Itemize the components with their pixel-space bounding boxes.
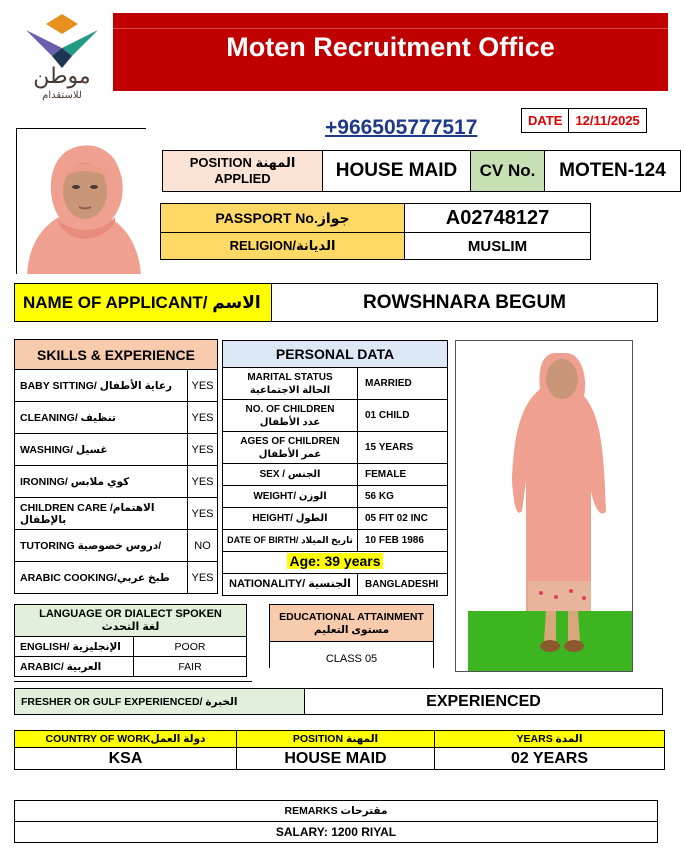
column-header-country: COUNTRY OF WORKدولة العمل xyxy=(15,731,237,748)
weight-value: 56 KG xyxy=(358,486,448,508)
education-value: CLASS 05 xyxy=(325,653,378,665)
skill-value: YES xyxy=(188,434,218,466)
position-value: HOUSE MAID xyxy=(323,151,471,192)
personal-row xyxy=(223,530,448,552)
skill-label: CHILDREN CARE /الاهتمام بالإطفال xyxy=(15,498,188,530)
religion-value: MUSLIM xyxy=(405,233,591,260)
applicant-name-label: NAME OF APPLICANT/ الاسم xyxy=(15,284,272,322)
applicant-name-value: ROWSHNARA BEGUM xyxy=(272,284,658,322)
skill-value: YES xyxy=(188,498,218,530)
skill-value: YES xyxy=(188,402,218,434)
sex-value: FEMALE xyxy=(358,464,448,486)
portrait-photo xyxy=(16,128,146,274)
experience-label: FRESHER OR GULF EXPERIENCED/ الخبرة xyxy=(15,689,305,715)
personal-data-table xyxy=(222,340,448,596)
work-country: KSA xyxy=(15,748,237,770)
age-row xyxy=(223,552,448,574)
full-body-photo xyxy=(455,340,633,672)
language-row xyxy=(15,657,247,677)
language-table xyxy=(14,604,247,677)
skill-label: WASHING/ غسيل xyxy=(15,434,188,466)
personal-row xyxy=(223,508,448,530)
personal-row xyxy=(223,574,448,596)
passport-value: A02748127 xyxy=(405,204,591,233)
column-header-position: POSITION المهنة xyxy=(237,731,435,748)
language-level: POOR xyxy=(134,637,247,657)
age-badge: Age: 39 years xyxy=(289,553,381,569)
skill-value: YES xyxy=(188,562,218,594)
children-count-value: 01 CHILD xyxy=(358,400,448,432)
cv-number-value: MOTEN-124 xyxy=(545,151,681,192)
personal-row xyxy=(223,400,448,432)
logo-arabic-subtitle: للاستقدام xyxy=(42,90,82,101)
skill-value: YES xyxy=(188,370,218,402)
passport-table xyxy=(160,203,591,260)
language-row xyxy=(15,637,247,657)
work-history-table xyxy=(14,730,665,770)
experience-value: EXPERIENCED xyxy=(305,689,663,715)
divider xyxy=(14,681,252,682)
skill-label: BABY SITTING/ رعاية الأطفال xyxy=(15,370,188,402)
full-body-image-icon xyxy=(456,341,633,672)
remarks-value: SALARY: 1200 RIYAL xyxy=(15,822,658,843)
nationality-label: NATIONALITY/ الجنسية xyxy=(223,574,358,596)
sex-label: SEX / الجنس xyxy=(223,464,358,486)
skills-table xyxy=(14,339,218,594)
date-value: 12/11/2025 xyxy=(569,109,646,133)
marital-status-value: MARRIED xyxy=(358,368,448,400)
dob-value: 10 FEB 1986 xyxy=(358,530,448,552)
personal-row xyxy=(223,368,448,400)
position-label: POSITION المهنة APPLIED xyxy=(163,151,323,192)
skill-row xyxy=(15,370,218,402)
education-box xyxy=(269,604,434,668)
logo-arabic-name: موطن xyxy=(33,64,91,89)
height-value: 05 FIT 02 INC xyxy=(358,508,448,530)
skill-label: ARABIC COOKING/طبخ عربي xyxy=(15,562,188,594)
nationality-value: BANGLADESHI xyxy=(358,574,448,596)
height-label: HEIGHT/ الطول xyxy=(223,508,358,530)
marital-status-label: MARITAL STATUS الحالة الاجتماعية xyxy=(223,368,358,400)
children-count-label: NO. OF CHILDREN عدد الأطفال xyxy=(223,400,358,432)
weight-label: WEIGHT/ الوزن xyxy=(223,486,358,508)
remarks-table xyxy=(14,800,658,843)
phone-link[interactable]: +966505777517 xyxy=(325,116,478,139)
skill-label: IRONING/ كوي ملابس xyxy=(15,466,188,498)
religion-label: RELIGION/الديانة xyxy=(161,233,405,260)
skill-row xyxy=(15,562,218,594)
work-position: HOUSE MAID xyxy=(237,748,435,770)
skill-row xyxy=(15,434,218,466)
skill-label: CLEANING/ تنظيف xyxy=(15,402,188,434)
personal-row xyxy=(223,486,448,508)
skill-row xyxy=(15,530,218,562)
skill-label: TUTORING دروس خصوصية/ xyxy=(15,530,188,562)
language-label: ENGLISH/ الإنجليزية xyxy=(15,637,134,657)
skill-value: YES xyxy=(188,466,218,498)
logo-icon xyxy=(22,12,102,68)
language-label: ARABIC/ العربية xyxy=(15,657,134,677)
skill-row xyxy=(15,466,218,498)
table-row xyxy=(15,748,665,770)
language-title: LANGUAGE OR DIALECT SPOKEN لغة التحدث xyxy=(15,605,247,637)
passport-label: PASSPORT No.جواز xyxy=(161,204,405,233)
date-box xyxy=(521,108,647,133)
applicant-name-table xyxy=(14,283,658,322)
portrait-image-icon xyxy=(17,129,146,274)
header-divider xyxy=(113,28,668,29)
children-ages-value: 15 YEARS xyxy=(358,432,448,464)
personal-row xyxy=(223,432,448,464)
cv-number-label: CV No. xyxy=(471,151,545,192)
experience-table xyxy=(14,688,663,715)
personal-row xyxy=(223,464,448,486)
personal-data-title: PERSONAL DATA xyxy=(223,341,448,368)
skill-row xyxy=(15,402,218,434)
children-ages-label: AGES OF CHILDREN عمر الأطفال xyxy=(223,432,358,464)
education-title: EDUCATIONAL ATTAINMENT مستوى التعليم xyxy=(269,604,434,642)
remarks-label: REMARKS مقترحات xyxy=(15,801,658,822)
position-table xyxy=(162,150,681,192)
dob-label: DATE OF BIRTH/ تاريخ الميلاد xyxy=(223,530,358,552)
column-header-years: YEARS المدة xyxy=(435,731,665,748)
date-label: DATE xyxy=(522,109,569,133)
language-level: FAIR xyxy=(134,657,247,677)
work-years: 02 YEARS xyxy=(435,748,665,770)
skills-title: SKILLS & EXPERIENCE xyxy=(15,340,218,370)
page-title: Moten Recruitment Office xyxy=(226,32,555,62)
skill-value: NO xyxy=(188,530,218,562)
skill-row xyxy=(15,498,218,530)
